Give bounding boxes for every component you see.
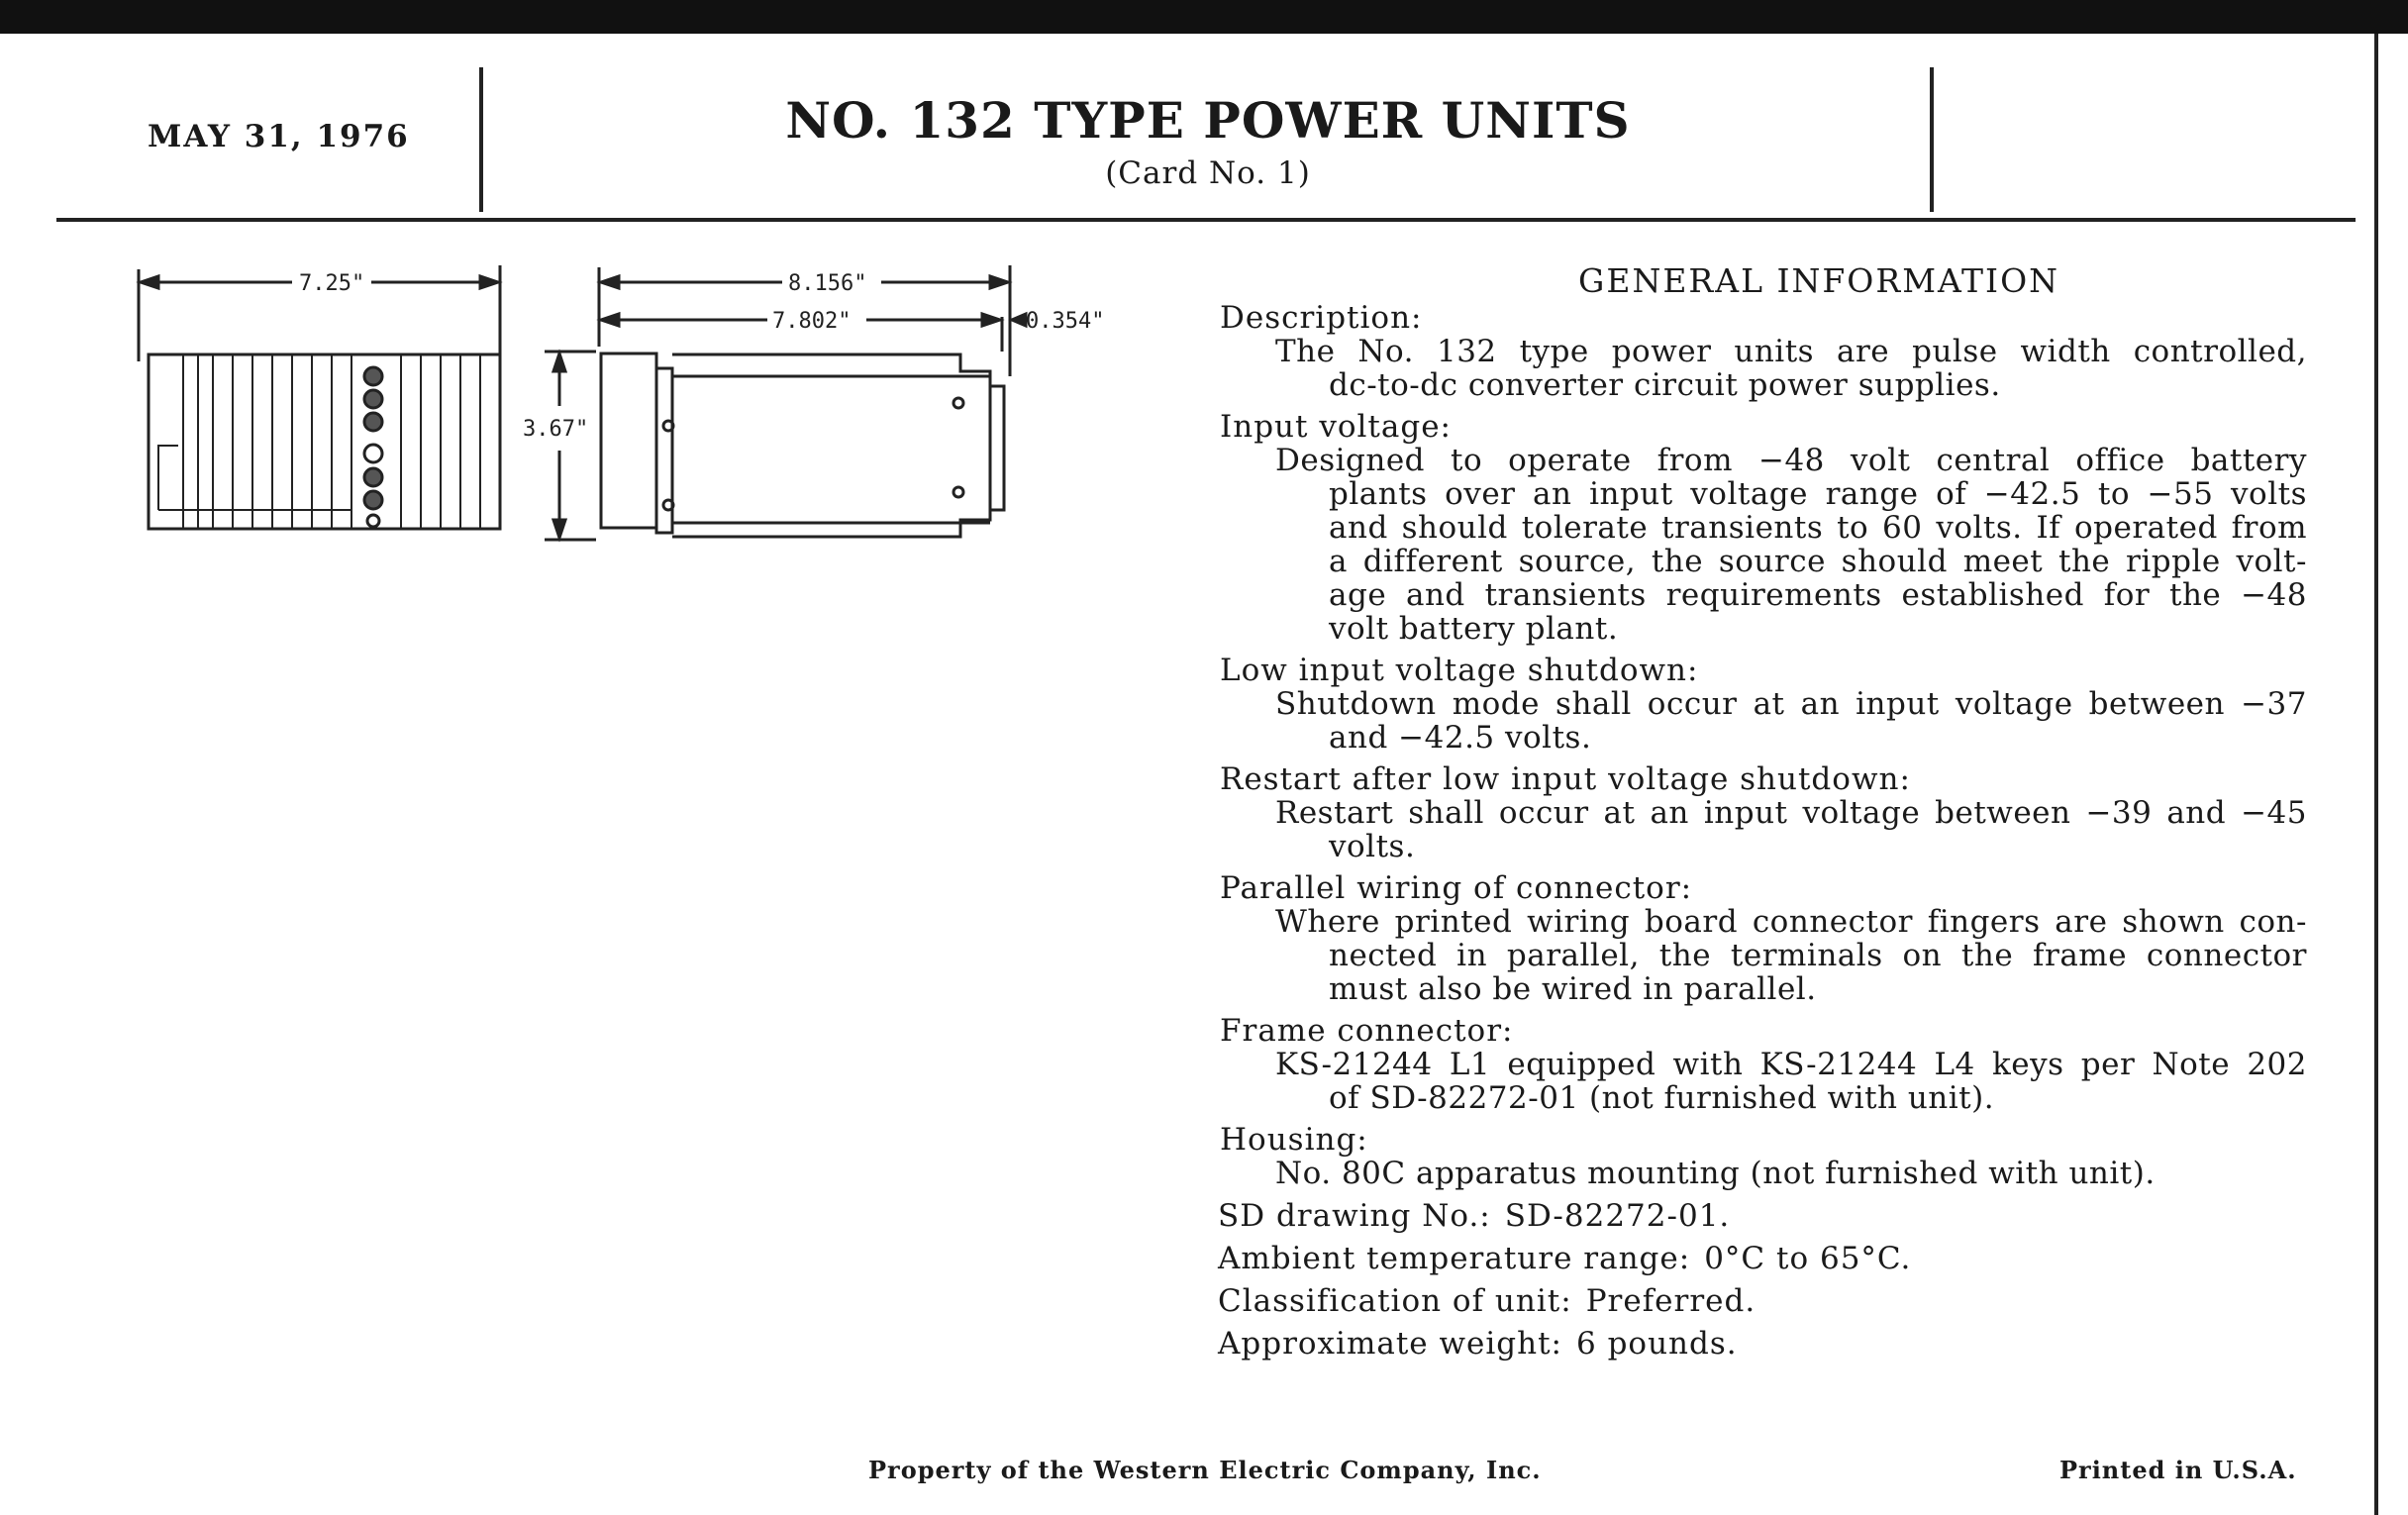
- field-text-line: dc-to-dc converter circuit power supplies.: [1329, 367, 2001, 403]
- field-label: Low input voltage shutdown:: [1220, 653, 1699, 688]
- field-text-line: volt battery plant.: [1329, 611, 1619, 647]
- section-heading: GENERAL INFORMATION: [1578, 261, 2059, 300]
- field-row: [1212, 1284, 2307, 1318]
- dim-overall-length: 8.156": [788, 271, 867, 296]
- field-value: 0°C to 65°C.: [1704, 1241, 1912, 1276]
- field-label: Classification of unit:: [1218, 1283, 1572, 1319]
- field-label: Restart after low input voltage shutdown:: [1220, 761, 1911, 797]
- dim-front-width: 7.25": [299, 271, 365, 296]
- field-label: Ambient temperature range:: [1218, 1241, 1691, 1276]
- scan-border-top: [0, 0, 2408, 34]
- dim-flange: 0.354": [1026, 309, 1105, 334]
- field-text-line: No. 80C apparatus mounting (not furnished with unit).: [1275, 1156, 2156, 1191]
- side-view: [523, 265, 1104, 540]
- field-text-line: and −42.5 volts.: [1329, 720, 1592, 756]
- scan-border-right: [2374, 34, 2408, 1515]
- card-date: MAY 31, 1976: [148, 119, 410, 154]
- field-text-line: Designed to operate from −48 volt central office battery: [1275, 443, 2307, 478]
- dim-height: 3.67": [523, 417, 589, 442]
- header-divider-left: [479, 67, 483, 212]
- field-value: 6 pounds.: [1576, 1326, 1738, 1362]
- field-row: [1212, 1327, 2307, 1361]
- field-value: SD-82272-01.: [1504, 1198, 1731, 1234]
- field-label: Input voltage:: [1220, 409, 1452, 445]
- field-text-line: must also be wired in parallel.: [1329, 971, 1817, 1007]
- general-information: [1212, 261, 2307, 1361]
- field-row: [1212, 1242, 2307, 1275]
- field-label: SD drawing No.:: [1218, 1198, 1491, 1234]
- field-label: Description:: [1220, 300, 1423, 336]
- field-text-line: age and transients requirements established for the −48: [1329, 577, 2307, 613]
- field-row: [1212, 1199, 2307, 1233]
- footer-printed: Printed in U.S.A.: [2059, 1456, 2297, 1484]
- footer-property: Property of the Western Electric Company, Inc.: [868, 1456, 1542, 1484]
- field-text-line: volts.: [1329, 829, 1416, 864]
- header-divider-right: [1930, 67, 1934, 212]
- field-text-line: Shutdown mode shall occur at an input voltage between −37: [1275, 686, 2307, 722]
- field-text-line: of SD-82272-01 (not furnished with unit).: [1329, 1080, 1995, 1116]
- field-text-line: and should tolerate transients to 60 volts. If operated from: [1329, 510, 2307, 546]
- field-text-line: The No. 132 type power units are pulse width controlled,: [1275, 334, 2307, 369]
- field-text-line: Restart shall occur at an input voltage between −39 and −45: [1275, 795, 2307, 831]
- power-unit-drawing: [119, 257, 1149, 555]
- header-rule: [56, 218, 2356, 222]
- field-label: Housing:: [1220, 1122, 1368, 1158]
- field-value: Preferred.: [1585, 1283, 1756, 1319]
- field-text-line: Where printed wiring board connector fingers are shown con-: [1275, 904, 2307, 940]
- field-text-line: nected in parallel, the terminals on the frame connector: [1329, 938, 2307, 973]
- field-text-line: KS-21244 L1 equipped with KS-21244 L4 keys per Note 202: [1275, 1047, 2307, 1082]
- field-label: Parallel wiring of connector:: [1220, 870, 1693, 906]
- page-title: NO. 132 TYPE POWER UNITS: [785, 91, 1631, 150]
- dim-body-length: 7.802": [772, 309, 852, 334]
- field-text-line: a different source, the source should meet the ripple volt-: [1329, 544, 2307, 579]
- card-number: (Card No. 1): [1105, 155, 1311, 191]
- field-text-line: plants over an input voltage range of −42.5 to −55 volts: [1329, 476, 2307, 512]
- front-view: [139, 265, 500, 529]
- field-label: Frame connector:: [1220, 1013, 1514, 1049]
- field-label: Approximate weight:: [1218, 1326, 1562, 1362]
